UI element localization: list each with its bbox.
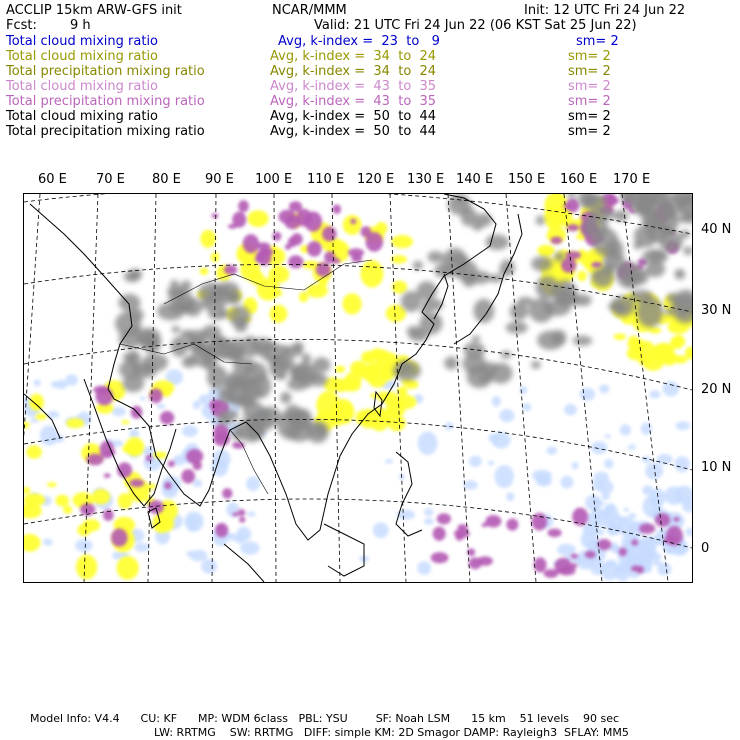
latitude-label: 40 N [701, 222, 732, 237]
longitude-label: 150 E [508, 172, 546, 187]
fcst-value: 9 h [70, 18, 91, 33]
longitude-label: 70 E [96, 172, 125, 187]
legend-row [6, 94, 734, 109]
legend-range: Avg, k-index = 50 to 44 [270, 109, 437, 124]
legend-range: Avg, k-index = 34 to 24 [270, 64, 437, 79]
longitude-label: 100 E [255, 172, 293, 187]
latitude-label: 0 [701, 541, 710, 556]
legend-row [6, 79, 734, 94]
model-info-line2: LW: RRTMG SW: RRTMG DIFF: simple KM: 2D Smagor DAMP: Rayleigh3 SFLAY: MM5 [154, 726, 629, 739]
longitude-label: 110 E [307, 172, 345, 187]
longitude-label: 130 E [407, 172, 445, 187]
legend-smooth: sm= 2 [568, 124, 611, 139]
fcst-label: Fcst: [6, 18, 37, 33]
longitude-label: 160 E [560, 172, 598, 187]
legend-field: Total cloud mixing ratio [6, 79, 159, 94]
center-label: NCAR/MMM [272, 3, 347, 18]
longitude-label: 80 E [152, 172, 181, 187]
legend-field: Total cloud mixing ratio [6, 49, 159, 64]
legend-field: Total cloud mixing ratio [6, 109, 159, 124]
longitude-label: 60 E [38, 172, 67, 187]
legend-field: Total precipitation mixing ratio [6, 124, 205, 139]
valid-time: Valid: 21 UTC Fri 24 Jun 22 (06 KST Sat 25 Jun 22) [314, 18, 637, 33]
legend-range: Avg, k-index = 43 to 35 [270, 79, 437, 94]
legend-row [6, 64, 734, 79]
legend-field: Total cloud mixing ratio [6, 34, 159, 49]
map-canvas [24, 194, 692, 582]
longitude-label: 120 E [357, 172, 395, 187]
legend-range: Avg, k-index = 43 to 35 [270, 94, 437, 109]
legend-smooth: sm= 2 [568, 64, 611, 79]
longitude-label: 140 E [456, 172, 494, 187]
legend-row [6, 109, 734, 124]
latitude-label: 30 N [701, 303, 732, 318]
map-panel [23, 193, 693, 583]
legend-field: Total precipitation mixing ratio [6, 64, 205, 79]
longitude-label: 170 E [613, 172, 651, 187]
legend-row [6, 124, 734, 139]
legend-smooth: sm= 2 [568, 49, 611, 64]
legend-row [6, 34, 734, 49]
legend-range: Avg, k-index = 34 to 24 [270, 49, 437, 64]
legend-row [6, 49, 734, 64]
latitude-label: 20 N [701, 382, 732, 397]
model-title: ACCLIP 15km ARW-GFS init [6, 3, 182, 18]
longitude-label: 90 E [205, 172, 234, 187]
legend-smooth: sm= 2 [576, 34, 619, 49]
latitude-label: 10 N [701, 460, 732, 475]
init-time: Init: 12 UTC Fri 24 Jun 22 [524, 3, 686, 18]
legend-smooth: sm= 2 [568, 109, 611, 124]
model-info-line1: Model Info: V4.4 CU: KF MP: WDM 6class PBL: YSU SF: Noah LSM 15 km 51 levels 90 sec [30, 712, 620, 725]
legend-field: Total precipitation mixing ratio [6, 94, 205, 109]
legend-smooth: sm= 2 [568, 79, 611, 94]
legend-range: Avg, k-index = 23 to 9 [278, 34, 440, 49]
legend-smooth: sm= 2 [568, 94, 611, 109]
legend-range: Avg, k-index = 50 to 44 [270, 124, 437, 139]
